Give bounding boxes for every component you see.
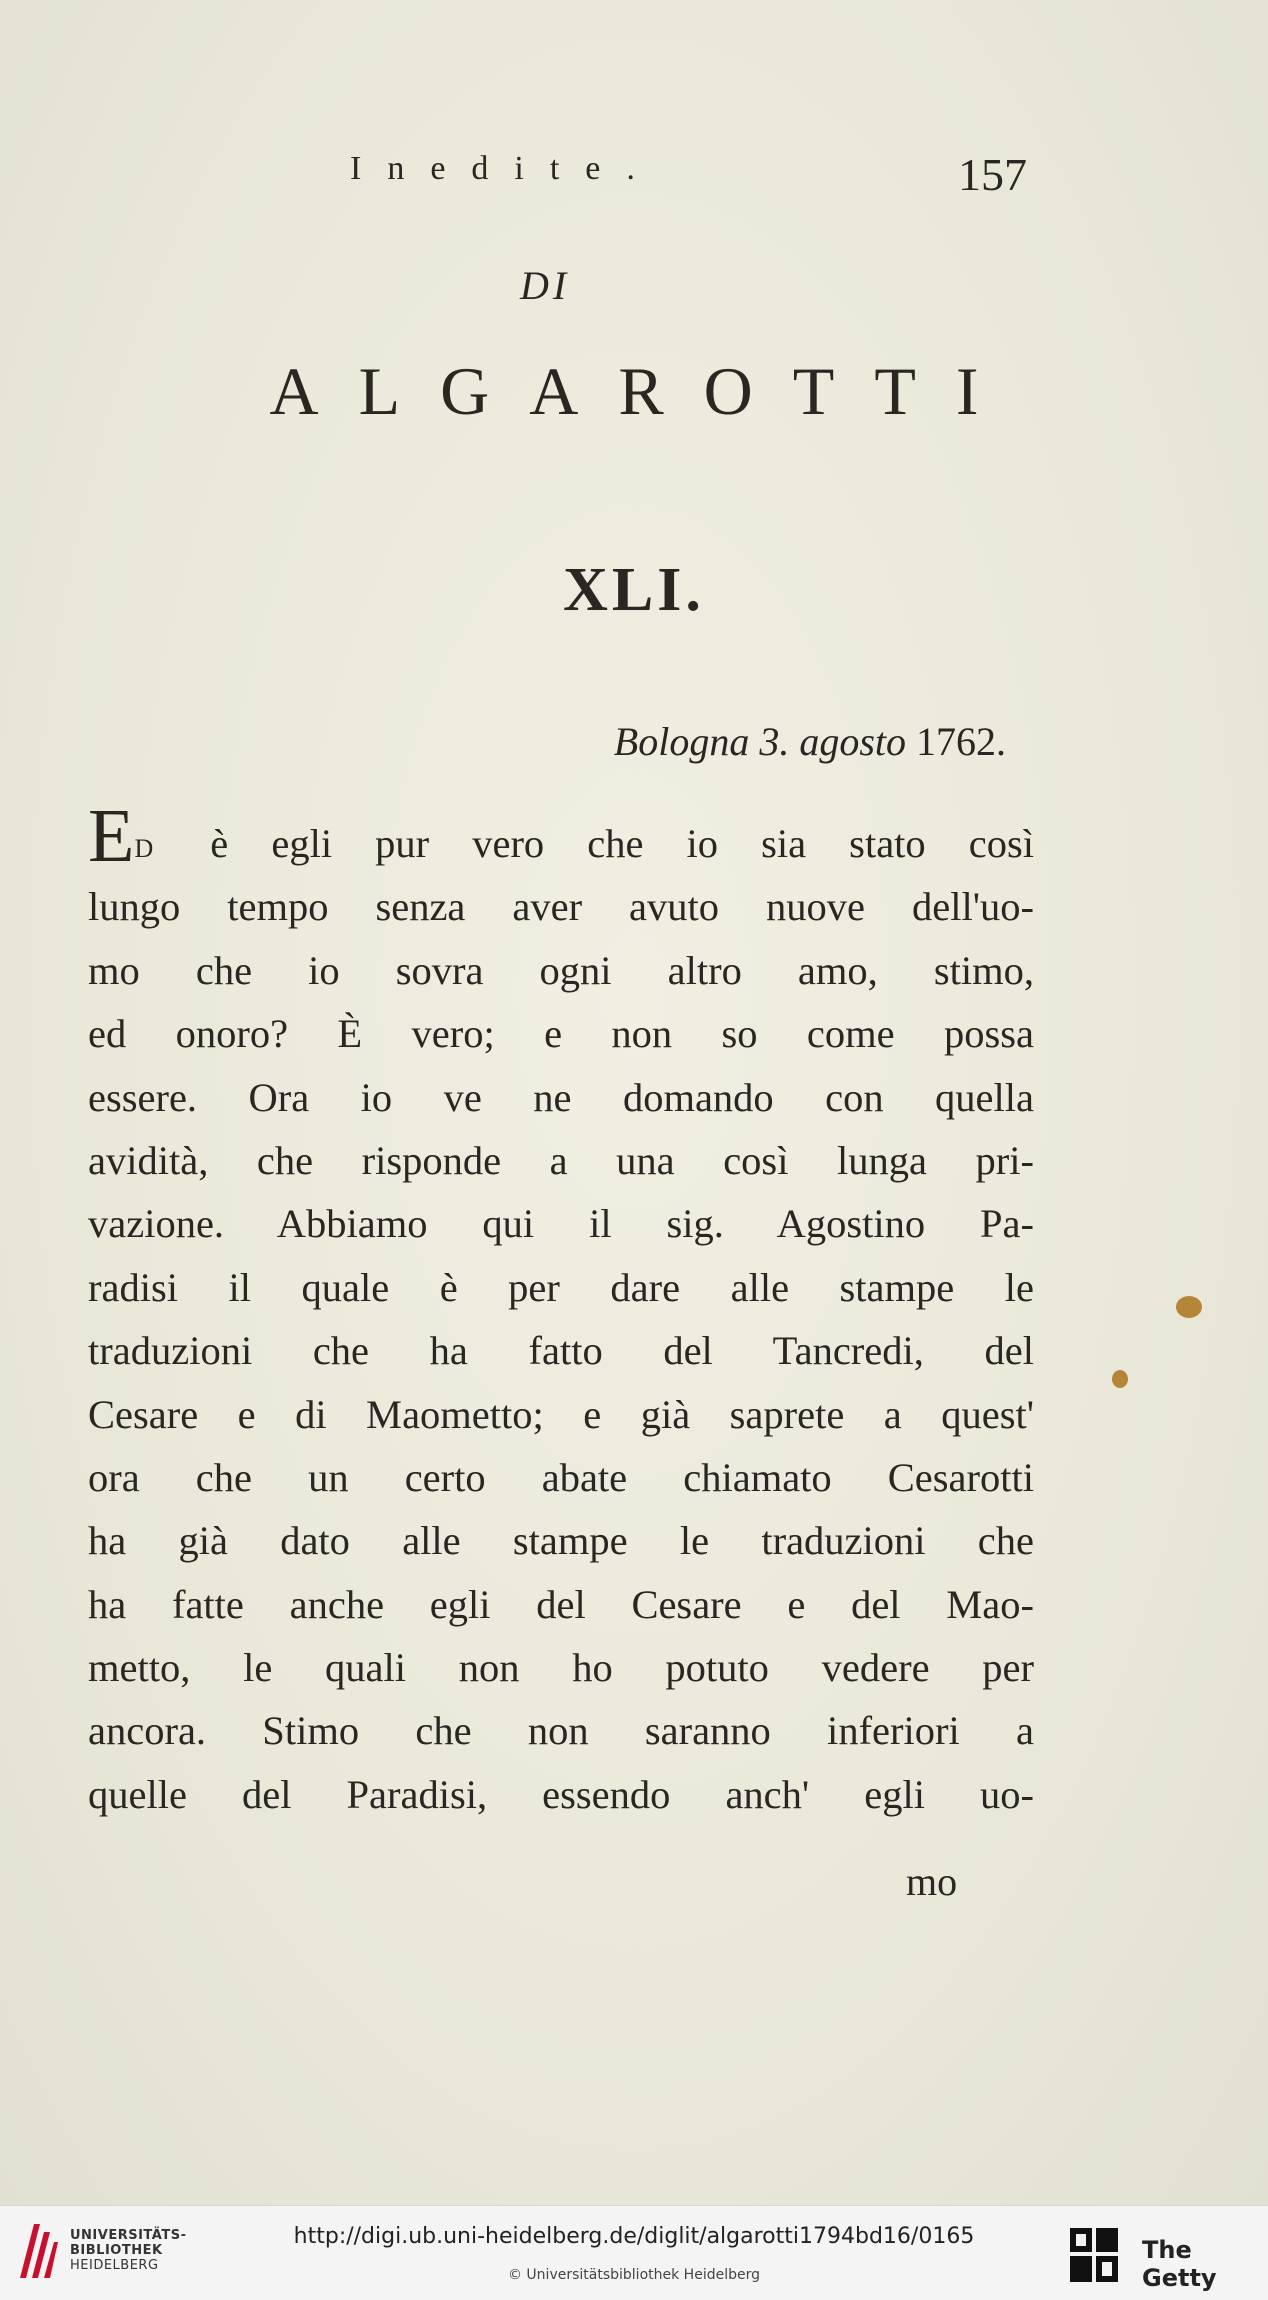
body-line: mo che io sovra ogni altro amo, stimo, <box>88 947 1034 993</box>
author-heading: ALGAROTTI <box>269 353 1019 429</box>
letter-number: XLI. <box>563 556 705 624</box>
body-line: ancora. Stimo che non saranno inferiori a <box>88 1708 1034 1754</box>
partner-name: The Getty <box>1142 2236 1217 2292</box>
body-line: è egli pur vero che io sia stato così <box>210 821 1034 866</box>
body-line: lungo tempo senza aver avuto nuove dell'uo- <box>88 884 1034 930</box>
drop-initial: E <box>88 794 135 878</box>
ink-stain <box>1176 1296 1202 1318</box>
body-line: ha già dato alle stampe le traduzioni che <box>88 1518 1034 1564</box>
dateline-date: 3. agosto <box>759 719 906 764</box>
ink-stain <box>1112 1370 1128 1388</box>
library-name-line: UNIVERSITÄTS- <box>70 2228 187 2243</box>
dateline-year: 1762. <box>916 719 1006 764</box>
page-number: 157 <box>958 149 1027 200</box>
library-name-line: BIBLIOTHEK <box>70 2243 163 2258</box>
getty-logo-icon <box>1068 2226 1120 2286</box>
body-line: traduzioni che ha fatto del Tancredi, del <box>88 1328 1034 1374</box>
body-line: ha fatte anche egli del Cesare e del Mao- <box>88 1581 1034 1627</box>
letter-body <box>88 794 1034 1826</box>
body-line: ora che un certo abate chiamato Cesarotti <box>88 1454 1034 1500</box>
body-line: metto, le quali non ho potuto vedere per <box>88 1645 1034 1691</box>
copyright-notice: © Universitätsbibliothek Heidelberg <box>507 2267 760 2283</box>
library-name-line: HEIDELBERG <box>70 2258 159 2273</box>
viewer-footer <box>0 2205 1268 2300</box>
body-line: radisi il quale è per dare alle stampe le <box>88 1264 1034 1310</box>
catchword: mo <box>906 1859 958 1904</box>
source-url-link[interactable]: http://digi.ub.uni-heidelberg.de/diglit/algarotti1794bd16/0165 <box>293 2224 975 2249</box>
body-line: ed onoro? È vero; e non so come possa <box>88 1011 1034 1057</box>
initial-rest: D <box>134 834 162 863</box>
body-line: Cesare e di Maometto; e già saprete a quest' <box>88 1391 1034 1437</box>
running-head: Inedite. <box>350 150 661 187</box>
dateline <box>614 718 1006 765</box>
di-heading: DI <box>520 263 571 308</box>
body-line: avidità, che risponde a una così lunga pri- <box>88 1137 1034 1183</box>
body-line-first <box>88 794 1034 878</box>
body-line: essere. Ora io ve ne domando con quella <box>88 1074 1034 1120</box>
body-line: quelle del Paradisi, essendo anch' egli uo- <box>88 1771 1034 1817</box>
dateline-place: Bologna <box>613 719 750 764</box>
body-line: vazione. Abbiamo qui il sig. Agostino Pa- <box>88 1201 1034 1247</box>
